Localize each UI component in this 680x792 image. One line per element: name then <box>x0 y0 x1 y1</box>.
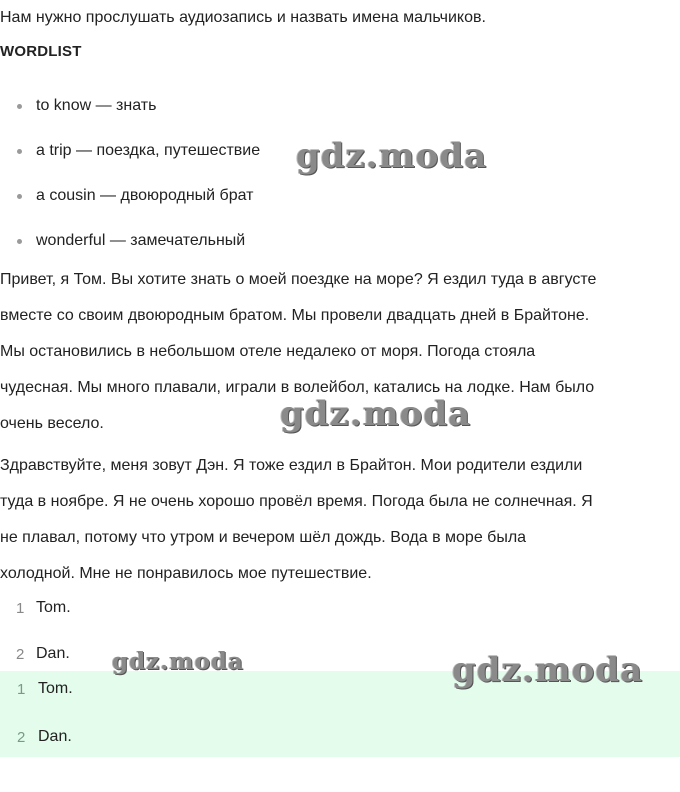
list-number: 2 <box>16 646 25 663</box>
wordlist-item <box>0 185 680 230</box>
paragraph-tom <box>0 262 680 442</box>
wordlist-item <box>0 140 680 185</box>
wordlist <box>0 95 680 275</box>
wordlist-title: WORDLIST <box>0 43 82 60</box>
paragraph-line: не плавал, потому что утром и вечером шёл дождь. Вода в море была <box>0 529 527 546</box>
paragraph-line: очень весело. <box>0 415 104 432</box>
paragraph-line: Привет, я Том. Вы хотите знать о моей поездке на море? Я ездил туда в августе <box>0 271 597 288</box>
bullet-icon <box>17 239 22 244</box>
paragraph-line: туда в ноябре. Я не очень хорошо провёл время. Погода была не солнечная. Я <box>0 493 593 510</box>
paragraph-line: Здравствуйте, меня зовут Дэн. Я тоже ездил в Брайтон. Мои родители ездили <box>0 457 583 474</box>
list-item <box>0 597 680 643</box>
wordlist-item <box>0 95 680 140</box>
wordlist-item-text: to know — знать <box>36 97 157 114</box>
wordlist-item-text: a trip — поездка, путешествие <box>36 142 261 159</box>
list-number: 1 <box>16 600 25 617</box>
bullet-icon <box>17 149 22 154</box>
wordlist-item-text: wonderful — замечательный <box>36 232 246 249</box>
watermark: gdz.moda <box>296 136 488 176</box>
list-item-text: Dan. <box>36 645 70 662</box>
list-item-text: Tom. <box>36 599 71 616</box>
paragraph-line: чудесная. Мы много плавали, играли в волейбол, катались на лодке. Нам было <box>0 379 595 396</box>
paragraph-dan <box>0 448 680 592</box>
answer-text: Dan. <box>38 728 72 745</box>
intro-text: Нам нужно прослушать аудиозапись и назвать имена мальчиков. <box>0 9 486 26</box>
answer-item <box>0 719 680 767</box>
answer-number: 2 <box>17 729 26 746</box>
watermark: gdz.moda <box>452 650 644 690</box>
wordlist-item-text: a cousin — двоюродный брат <box>36 187 254 204</box>
paragraph-line: вместе со своим двоюродным братом. Мы провели двадцать дней в Брайтоне. <box>0 307 590 324</box>
paragraph-line: холодной. Мне не понравилось мое путешествие. <box>0 565 372 582</box>
answer-text: Tom. <box>38 680 73 697</box>
bullet-icon <box>17 194 22 199</box>
answer-box <box>0 671 680 757</box>
answer-number: 1 <box>17 681 26 698</box>
watermark: gdz.moda <box>280 394 472 434</box>
bullet-icon <box>17 104 22 109</box>
paragraph-line: Мы остановились в небольшом отеле недалеко от моря. Погода стояла <box>0 343 536 360</box>
answer-item <box>0 671 680 719</box>
watermark: gdz.moda <box>112 648 244 675</box>
